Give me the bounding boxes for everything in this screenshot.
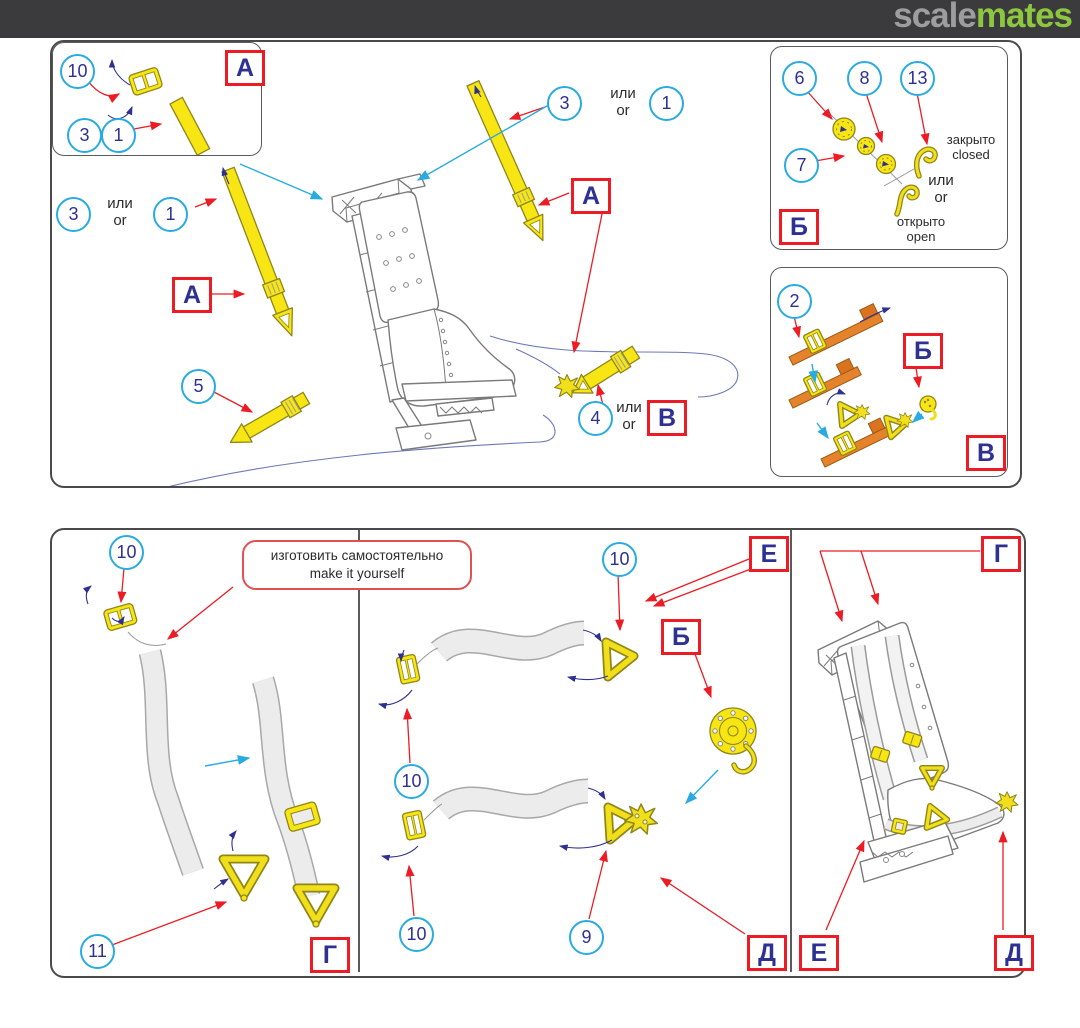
logo-mates: mates xyxy=(975,0,1072,35)
section-label-v: В xyxy=(647,400,687,436)
section-ref-e: Е xyxy=(749,536,789,572)
or-ru: или xyxy=(610,85,636,102)
part-callout-3: 3 xyxy=(56,197,91,232)
part-callout-1: 1 xyxy=(101,118,136,153)
section-ref-b: Б xyxy=(661,619,701,655)
open-en: open xyxy=(906,229,936,245)
part-callout-10: 10 xyxy=(602,542,637,577)
part-callout-10: 10 xyxy=(109,535,144,570)
or-en: or xyxy=(616,101,630,119)
part-callout-10: 10 xyxy=(60,54,95,89)
closed-en: closed xyxy=(952,147,990,163)
open-note xyxy=(879,214,963,245)
or-label xyxy=(605,400,653,434)
section-label-a: А xyxy=(225,50,265,86)
callout-en: make it yourself xyxy=(309,566,405,581)
logo-scale: scale xyxy=(893,0,976,35)
part-callout-5: 5 xyxy=(181,369,216,404)
or-en: or xyxy=(113,211,127,229)
section-label-d: Д xyxy=(994,935,1034,971)
scalemates-logo xyxy=(893,0,1072,36)
part-callout-3: 3 xyxy=(67,118,102,153)
make-it-yourself-callout xyxy=(242,540,472,590)
section-label-v: В xyxy=(966,435,1006,471)
section-label-g: Г xyxy=(310,937,350,973)
part-callout-3: 3 xyxy=(547,86,582,121)
section-label-d: Д xyxy=(747,935,787,971)
or-en: or xyxy=(934,188,948,206)
closed-ru: закрыто xyxy=(946,132,996,147)
or-en: or xyxy=(622,415,636,433)
bottom-divider-left xyxy=(358,530,360,972)
or-ru: или xyxy=(616,399,642,416)
part-callout-7: 7 xyxy=(784,148,819,183)
part-callout-9: 9 xyxy=(569,920,604,955)
part-callout-1: 1 xyxy=(649,86,684,121)
part-callout-8: 8 xyxy=(847,61,882,96)
part-callout-13: 13 xyxy=(900,61,935,96)
bottom-section-frame xyxy=(50,528,1026,978)
part-callout-2: 2 xyxy=(777,284,812,319)
part-callout-11: 11 xyxy=(80,934,115,969)
or-ru: или xyxy=(107,195,133,212)
closed-note xyxy=(929,132,1013,163)
section-label-b: Б xyxy=(779,209,819,245)
or-label xyxy=(599,86,647,120)
or-label xyxy=(96,196,144,230)
part-callout-10: 10 xyxy=(394,764,429,799)
callout-ru: изготовить самостоятельно xyxy=(270,548,444,564)
bottom-divider-right xyxy=(790,530,792,972)
part-callout-1: 1 xyxy=(153,197,188,232)
part-callout-10: 10 xyxy=(399,917,434,952)
or-label xyxy=(917,173,965,207)
section-label-a: А xyxy=(172,277,212,313)
section-label-a: А xyxy=(571,178,611,214)
part-callout-4: 4 xyxy=(578,401,613,436)
section-ref-g: Г xyxy=(981,536,1021,572)
section-label-e: Е xyxy=(799,935,839,971)
part-callout-6: 6 xyxy=(782,61,817,96)
section-ref-b: Б xyxy=(903,333,943,369)
open-ru: открыто xyxy=(896,214,946,229)
or-ru: или xyxy=(928,172,954,189)
